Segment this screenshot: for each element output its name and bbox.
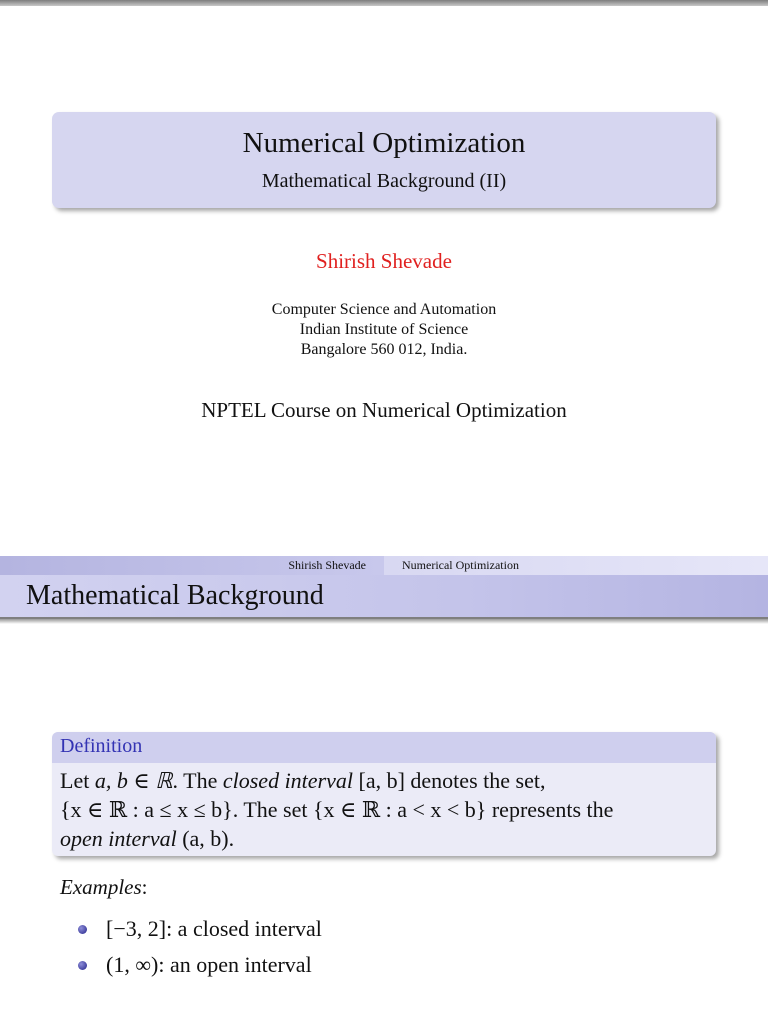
math-expression: {x ∈ ℝ : a < x < b}	[312, 797, 487, 822]
definition-line	[60, 795, 613, 824]
definition-block	[52, 732, 716, 856]
footer-title: Numerical Optimization	[384, 556, 768, 575]
affiliation-line: Indian Institute of Science	[299, 321, 469, 338]
math-expression: {x ∈ ℝ : a ≤ x ≤ b}	[60, 797, 233, 822]
bullet-icon	[78, 961, 87, 970]
top-border	[0, 0, 768, 6]
frame-title: Mathematical Background	[26, 580, 324, 611]
definition-line	[60, 766, 613, 795]
author-name: Shirish Shevade	[316, 249, 452, 273]
math-expression: [−3, 2]	[106, 916, 167, 941]
presentation-title: Numerical Optimization	[242, 127, 526, 159]
defined-term: open interval	[60, 826, 177, 851]
math-expression: [a, b]	[353, 768, 405, 793]
slide-footer	[0, 556, 768, 575]
definition-header	[52, 732, 716, 763]
title-block	[52, 112, 716, 208]
example-text: : an open interval	[158, 952, 312, 977]
definition-text: .	[228, 826, 235, 851]
examples-label: Examples:	[60, 875, 148, 899]
definition-text: Let	[60, 768, 95, 793]
frame-title-bar	[0, 575, 768, 619]
definition-body	[60, 766, 613, 853]
example-text: : a closed interval	[166, 916, 322, 941]
footer-author: Shirish Shevade	[0, 556, 384, 575]
defined-term: closed interval	[222, 768, 353, 793]
bullet-icon	[78, 925, 87, 934]
definition-line	[60, 824, 613, 853]
definition-heading: Definition	[60, 735, 143, 757]
math-expression: (a, b)	[176, 826, 229, 851]
definition-text: . The set	[232, 797, 313, 822]
definition-text: denotes the set,	[404, 768, 546, 793]
presentation-subtitle: Mathematical Background (II)	[261, 170, 507, 192]
definition-text: represents the	[486, 797, 614, 822]
frame-title-shadow	[0, 619, 768, 624]
affiliation-line: Computer Science and Automation	[271, 301, 497, 318]
math-expression: (1, ∞)	[106, 952, 159, 977]
definition-text: . The	[172, 768, 223, 793]
affiliation-line: Bangalore 560 012, India.	[300, 341, 468, 358]
affiliation	[0, 300, 768, 360]
course-name: NPTEL Course on Numerical Optimization	[201, 398, 567, 422]
math-expression: a, b ∈ ℝ	[94, 768, 173, 793]
